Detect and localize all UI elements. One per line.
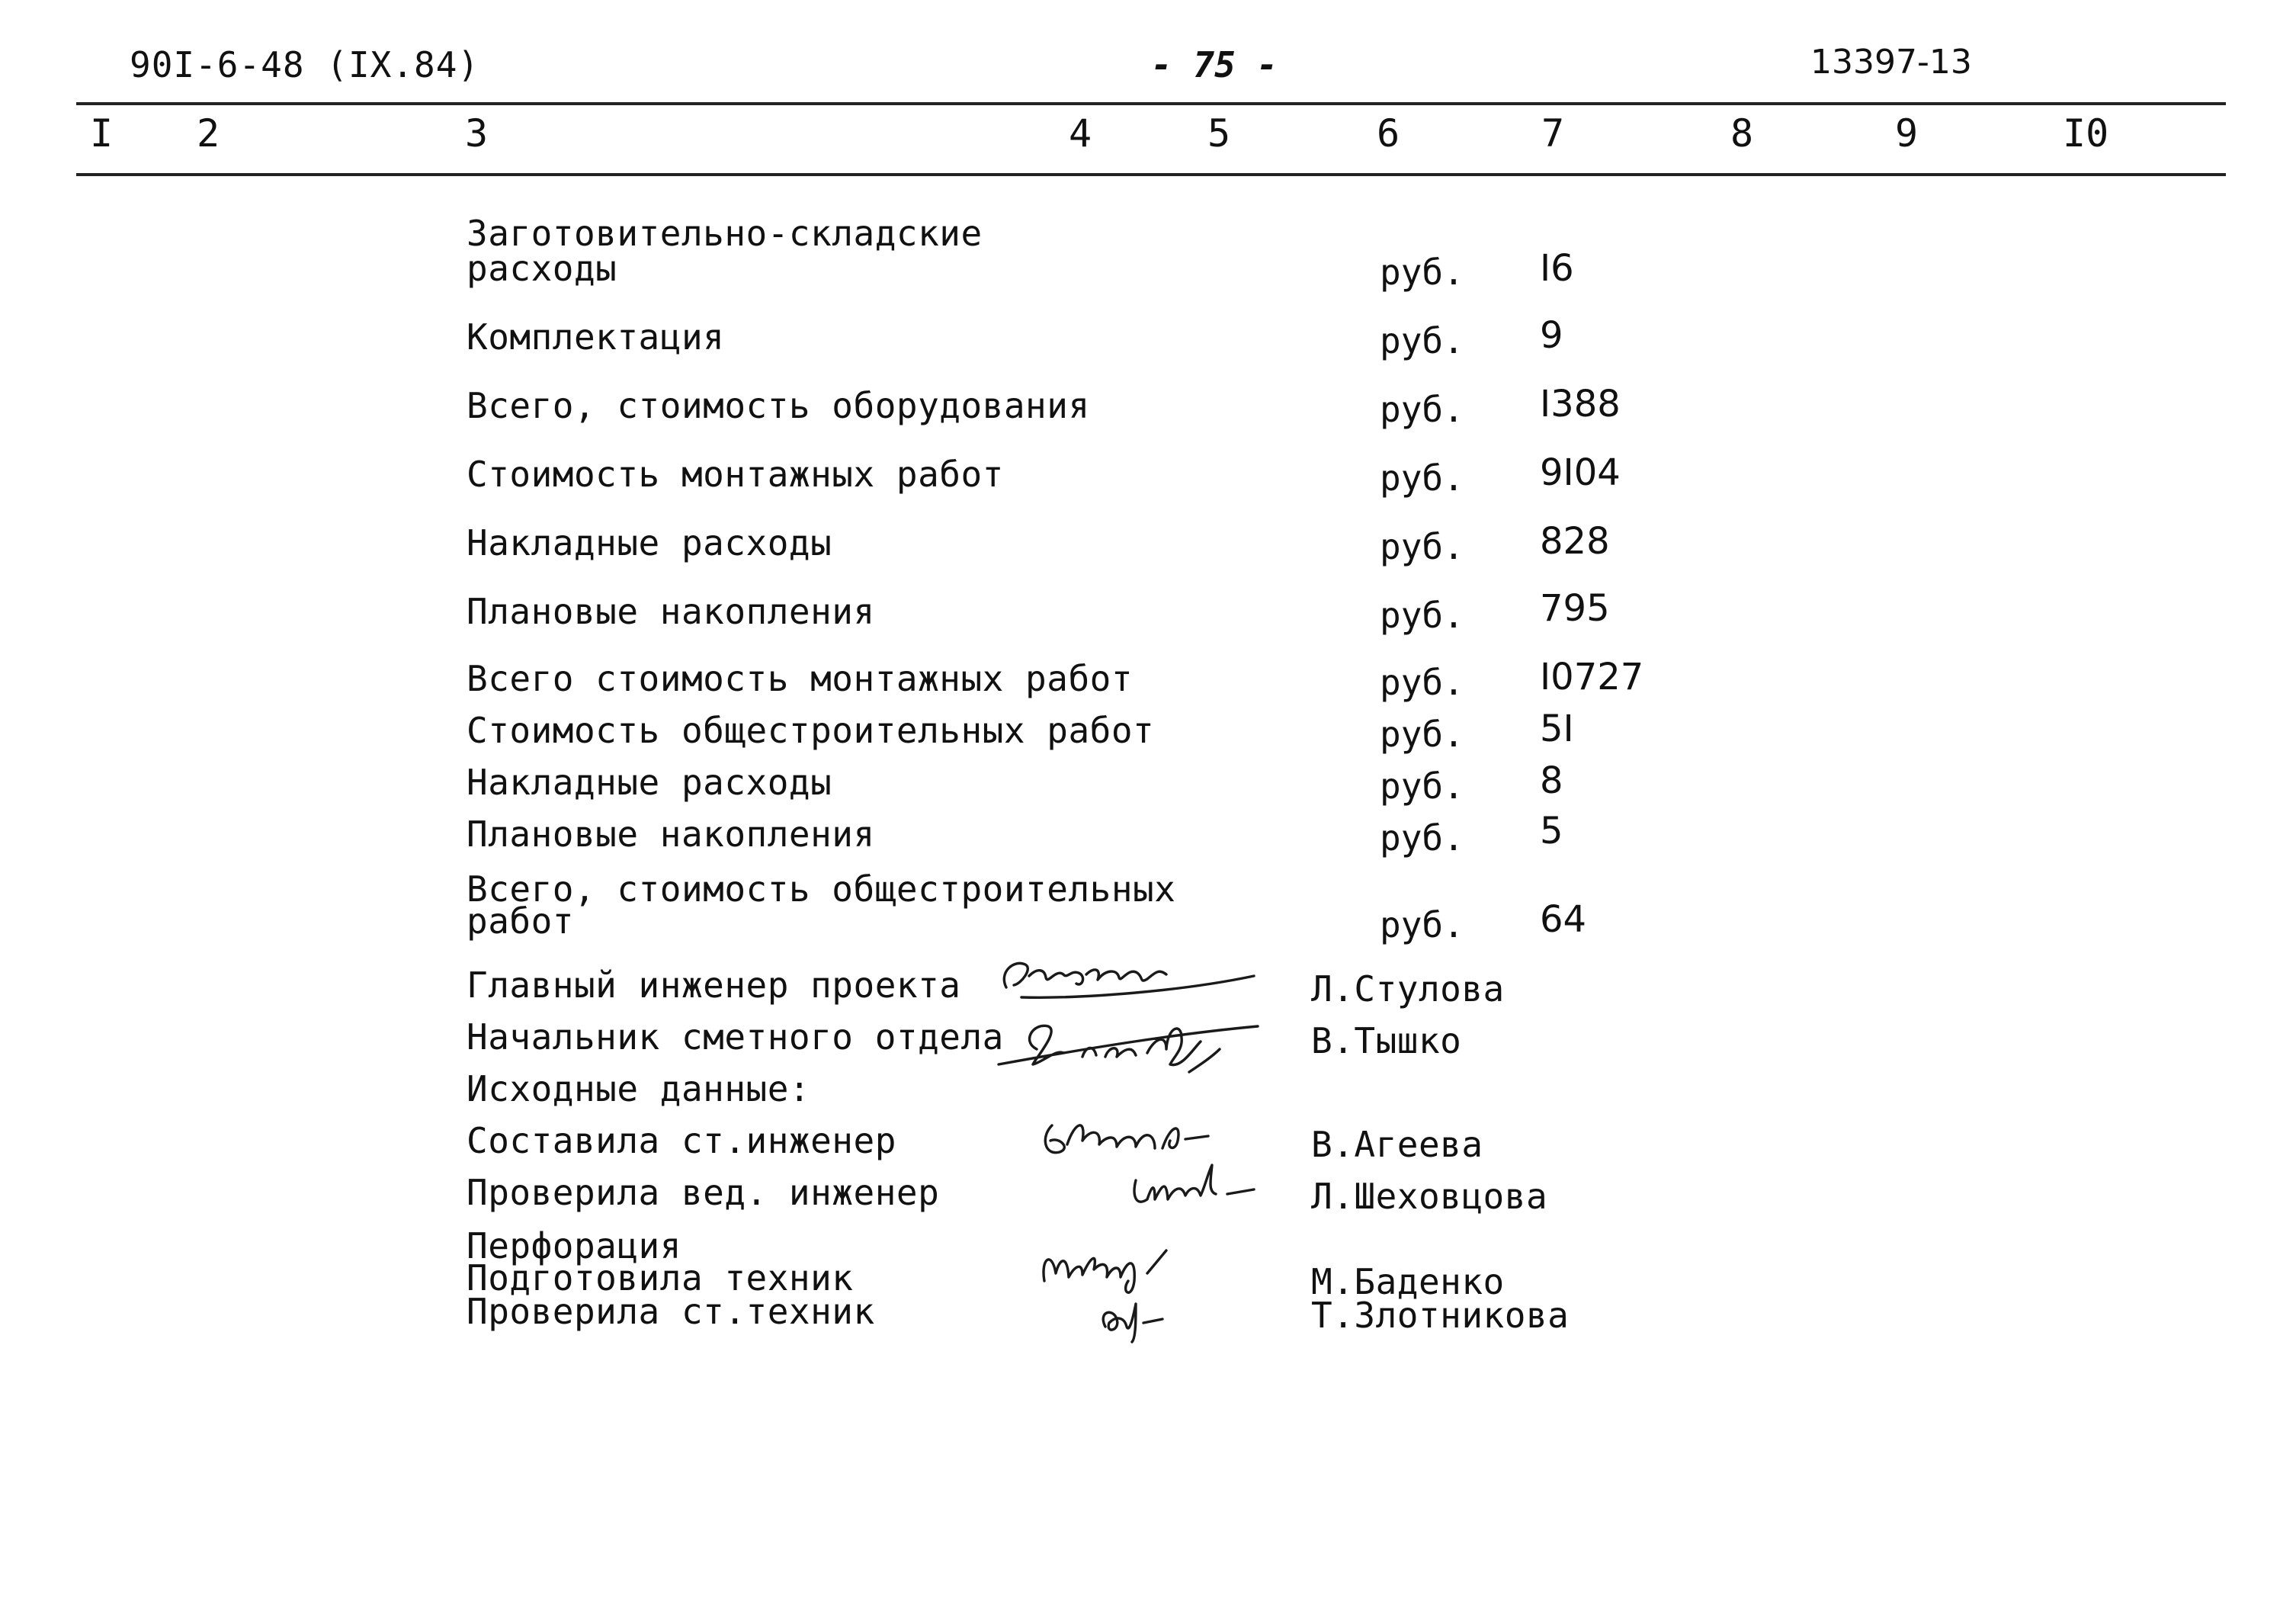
signature-role: Подготовила техник [467, 1257, 854, 1298]
row-value: 9I04 [1540, 451, 1621, 494]
row-value: 9 [1540, 314, 1563, 357]
row-label: Накладные расходы [467, 522, 832, 563]
row-label: Заготовительно-складские [467, 213, 983, 254]
signature-role: Составила ст.инженер [467, 1120, 896, 1161]
row-label: Всего стоимость монтажных работ [467, 658, 1134, 699]
page-number: - 75 - [1151, 44, 1278, 85]
column-number-10: I0 [2063, 111, 2109, 156]
column-number-5: 5 [1207, 111, 1231, 156]
row-unit: руб. [1380, 714, 1464, 755]
row-value: 5 [1540, 810, 1563, 852]
signature-role: Проверила вед. инженер [467, 1172, 940, 1213]
row-label: Всего, стоимость общестроительных [467, 868, 1176, 910]
column-number-6: 6 [1377, 111, 1400, 156]
row-value: I388 [1540, 383, 1621, 425]
handwritten-signature [991, 1003, 1281, 1087]
row-value: 828 [1540, 520, 1610, 563]
row-unit: руб. [1380, 457, 1464, 499]
column-number-9: 9 [1895, 111, 1919, 156]
row-label: Плановые накопления [467, 591, 875, 632]
row-value: 8 [1540, 759, 1563, 802]
row-label: Накладные расходы [467, 762, 832, 803]
signature-name: Л.Стулова [1311, 968, 1505, 1010]
row-label: Стоимость монтажных работ [467, 454, 1004, 495]
row-label: Комплектация [467, 316, 725, 358]
signature-role: Проверила ст.техник [467, 1291, 875, 1332]
row-value: 795 [1540, 587, 1610, 630]
handwritten-signature [1021, 1235, 1265, 1350]
row-unit: руб. [1380, 904, 1464, 945]
signature-name: В.Агеева [1311, 1124, 1483, 1165]
signature-role: Начальник сметного отдела [467, 1016, 1004, 1058]
top-rule [76, 102, 2226, 105]
row-unit: руб. [1380, 817, 1464, 859]
row-unit: руб. [1380, 766, 1464, 807]
row-unit: руб. [1380, 252, 1464, 293]
signature-role: Главный инженер проекта [467, 965, 961, 1006]
header-bottom-rule [76, 173, 2226, 176]
column-number-2: 2 [197, 111, 220, 156]
column-number-1: I [90, 111, 114, 156]
column-number-8: 8 [1730, 111, 1754, 156]
row-label: Стоимость общестроительных работ [467, 710, 1155, 751]
section-heading: Исходные данные: [467, 1068, 811, 1109]
column-number-4: 4 [1069, 111, 1092, 156]
row-value: I6 [1540, 247, 1574, 290]
row-label: Всего, стоимость оборудования [467, 385, 1090, 426]
signature-name: В.Тышко [1311, 1020, 1462, 1061]
signature-name: Т.Злотникова [1311, 1295, 1570, 1336]
row-value: 5I [1540, 708, 1574, 750]
row-unit: руб. [1380, 662, 1464, 703]
document-code: 90I-6-48 (IX.84) [130, 44, 480, 85]
row-value: 64 [1540, 898, 1587, 941]
row-label-continued: расходы [467, 248, 617, 289]
row-label: Плановые накопления [467, 814, 875, 855]
row-label-continued: работ [467, 900, 574, 942]
handwritten-signature [1121, 1157, 1273, 1218]
row-unit: руб. [1380, 595, 1464, 636]
column-number-3: 3 [465, 111, 489, 156]
column-number-7: 7 [1541, 111, 1565, 156]
signature-name: Л.Шеховцова [1311, 1176, 1548, 1217]
signature-name: М.Баденко [1311, 1261, 1505, 1302]
section-heading: Перфорация [467, 1225, 681, 1266]
row-unit: руб. [1380, 526, 1464, 567]
row-unit: руб. [1380, 389, 1464, 430]
row-value: I0727 [1540, 656, 1644, 698]
row-unit: руб. [1380, 320, 1464, 361]
document-number: 13397-13 [1810, 43, 1972, 82]
